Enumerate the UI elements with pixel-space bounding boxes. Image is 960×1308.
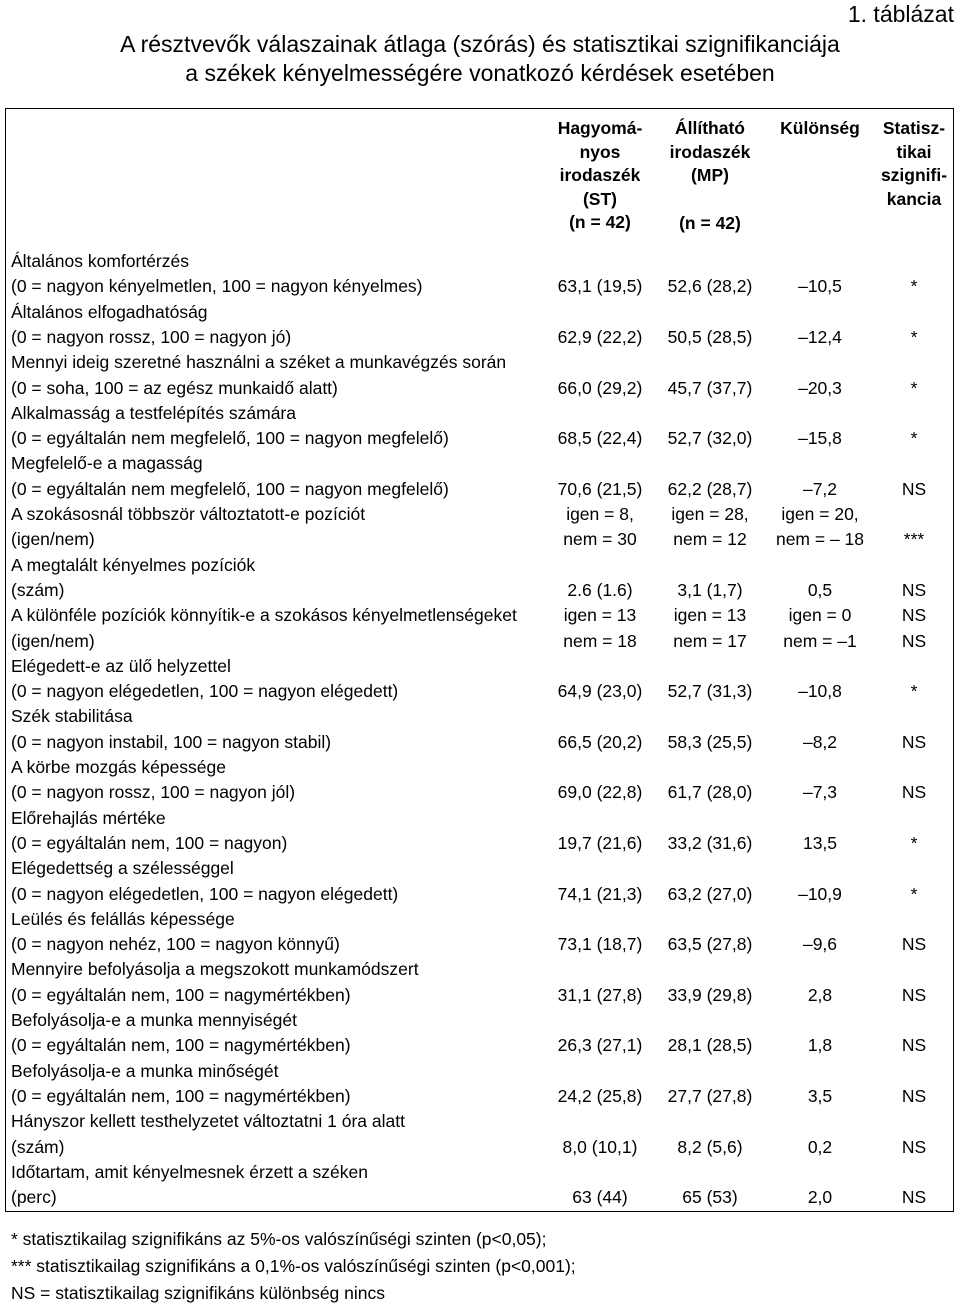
cell-sig: NS — [901, 782, 927, 803]
row-scale-label: (perc) — [11, 1187, 57, 1208]
cell-sig: NS — [901, 1187, 927, 1208]
cell-mp: 3,1 (1,7) — [677, 579, 743, 600]
cell-diff: 2,8 — [807, 984, 833, 1005]
cell-mp: 52,7 (32,0) — [667, 428, 753, 449]
cell-mp: 27,7 (27,8) — [667, 1085, 753, 1106]
cell-mp: 63,2 (27,0) — [667, 883, 753, 904]
cell-mp: igen = 28, — [671, 504, 749, 524]
cell-diff: nem = –1 — [783, 630, 857, 651]
cell-diff: –7,2 — [802, 478, 838, 499]
row-label: A különféle pozíciók könnyítik-e a szokásos kényelmetlenségeket — [11, 605, 517, 626]
header-difference — [765, 117, 875, 141]
cell-diff: nem = – 18 — [775, 529, 865, 550]
cell-diff: igen = 20, — [781, 504, 859, 524]
row-scale-label: (igen/nem) — [11, 630, 95, 651]
row-label: A megtalált kényelmes pozíciók — [11, 554, 256, 575]
cell-sig: NS — [901, 731, 927, 752]
cell-sig: * — [910, 377, 918, 398]
cell-mp: igen = 13 — [673, 605, 747, 626]
cell-sig: NS — [901, 605, 927, 626]
cell-diff: 13,5 — [802, 832, 838, 853]
cell-diff: –15,8 — [798, 428, 842, 449]
cell-st: igen = 8, — [566, 504, 634, 524]
cell-sig: * — [910, 832, 918, 853]
cell-mp: 63,5 (27,8) — [667, 934, 753, 955]
cell-st: 69,0 (22,8) — [557, 782, 643, 803]
row-scale-label: (igen/nem) — [11, 529, 95, 550]
cell-sig: NS — [901, 478, 927, 499]
title-line-2: a székek kényelmességére vonatkozó kérdések esetében — [185, 60, 775, 86]
cell-mp: nem = 17 — [673, 630, 747, 651]
row-label: Általános komfortérzés — [11, 251, 189, 271]
cell-st: 63,1 (19,5) — [557, 276, 643, 297]
cell-mp: 28,1 (28,5) — [667, 1035, 753, 1056]
row-label: Hányszor kellett testhelyzetet változtatni 1 óra alatt — [11, 1111, 405, 1132]
cell-mp: 61,7 (28,0) — [667, 782, 753, 803]
cell-st: 26,3 (27,1) — [557, 1035, 643, 1056]
header-diff-label: Különség — [780, 118, 860, 138]
row-scale-label: (0 = egyáltalán nem, 100 = nagymértékben) — [11, 1035, 351, 1056]
cell-sig: *** — [903, 529, 925, 550]
cell-diff: –7,3 — [802, 782, 838, 803]
row-label: Leülés és felállás képessége — [11, 908, 235, 929]
footnote-ns: NS = statisztikailag szignifikáns különbség nincs — [11, 1283, 386, 1303]
row-scale-label: (0 = nagyon rossz, 100 = nagyon jó) — [11, 326, 292, 347]
cell-st: 62,9 (22,2) — [557, 326, 643, 347]
cell-diff: 0,5 — [807, 579, 833, 600]
row-scale-label: (0 = nagyon instabil, 100 = nagyon stabil) — [11, 731, 332, 752]
cell-st: 63 (44) — [572, 1187, 628, 1208]
cell-diff: 2,0 — [807, 1187, 833, 1208]
row-scale-label: (szám) — [11, 1136, 65, 1157]
cell-st: 73,1 (18,7) — [557, 934, 643, 955]
row-scale-label: (szám) — [11, 579, 65, 600]
cell-st: 70,6 (21,5) — [557, 478, 643, 499]
row-label: Általános elfogadhatóság — [11, 301, 208, 322]
cell-st: 68,5 (22,4) — [557, 428, 643, 449]
table-label: 1. táblázat — [847, 1, 954, 27]
header-standard-chair — [545, 117, 655, 235]
header-significance — [875, 117, 953, 211]
cell-st: 66,5 (20,2) — [557, 731, 643, 752]
header-st-line: (ST) — [582, 188, 618, 209]
cell-mp: nem = 12 — [673, 529, 747, 550]
row-label: Elégedettség a szélességgel — [11, 858, 234, 879]
row-label: Szék stabilitása — [11, 706, 133, 727]
row-scale-label: (0 = nagyon elégedetlen, 100 = nagyon elégedett) — [11, 681, 399, 702]
header-sig-line: Statisz- — [882, 118, 946, 138]
header-mp-line: irodaszék — [669, 141, 751, 162]
cell-st: 8,0 (10,1) — [562, 1136, 638, 1157]
cell-st: 74,1 (21,3) — [557, 883, 643, 904]
cell-mp: 50,5 (28,5) — [667, 326, 753, 347]
header-st-line: nyos — [579, 141, 621, 162]
row-scale-label: (0 = egyáltalán nem, 100 = nagymértékben) — [11, 984, 351, 1005]
title-line-1: A résztvevők válaszainak átlaga (szórás) és statisztikai szignifikanciája — [120, 31, 840, 57]
cell-sig: NS — [901, 630, 927, 651]
cell-mp: 65 (53) — [682, 1187, 738, 1208]
cell-st: 66,0 (29,2) — [557, 377, 643, 398]
cell-mp: 8,2 (5,6) — [677, 1136, 743, 1157]
cell-diff: 3,5 — [807, 1085, 833, 1106]
cell-diff: 0,2 — [807, 1136, 833, 1157]
cell-diff: –9,6 — [802, 934, 838, 955]
header-st-line: irodaszék — [559, 165, 641, 185]
row-label: Időtartam, amit kényelmesnek érzett a széken — [11, 1161, 368, 1182]
cell-sig: * — [910, 883, 918, 904]
cell-st: 24,2 (25,8) — [557, 1085, 643, 1106]
cell-mp: 33,9 (29,8) — [667, 984, 753, 1005]
cell-mp: 52,7 (31,3) — [667, 681, 753, 702]
cell-diff: –12,4 — [798, 326, 842, 347]
cell-sig: * — [910, 428, 918, 449]
cell-st: nem = 18 — [563, 630, 637, 651]
cell-sig: * — [910, 326, 918, 347]
row-label: Előrehajlás mértéke — [11, 807, 166, 828]
cell-sig: NS — [901, 934, 927, 955]
cell-sig: NS — [901, 579, 927, 600]
row-scale-label: (0 = nagyon rossz, 100 = nagyon jól) — [11, 782, 296, 803]
cell-sig: NS — [901, 1085, 927, 1106]
header-sig-line: tikai — [896, 141, 932, 162]
cell-sig: * — [910, 276, 918, 297]
row-label: A szokásosnál többször változtatott-e pozíciót — [11, 504, 366, 524]
cell-mp: 58,3 (25,5) — [667, 731, 753, 752]
row-scale-label: (0 = nagyon kényelmetlen, 100 = nagyon kényelmes) — [11, 276, 423, 297]
row-label: Alkalmasság a testfelépítés számára — [11, 402, 296, 423]
cell-diff: –10,9 — [798, 883, 842, 904]
header-mp-line: Állítható — [675, 118, 745, 138]
cell-diff: –8,2 — [802, 731, 838, 752]
row-label: Mennyi ideig szeretné használni a széket a munkavégzés során — [11, 352, 507, 373]
header-sig-line: szignifi- — [880, 165, 948, 185]
cell-diff: –10,8 — [798, 681, 842, 702]
cell-diff: –20,3 — [798, 377, 842, 398]
row-scale-label: (0 = egyáltalán nem, 100 = nagyon) — [11, 832, 288, 853]
cell-diff: 1,8 — [807, 1035, 833, 1056]
row-label: Befolyásolja-e a munka minőségét — [11, 1060, 279, 1081]
row-label: Megfelelő-e a magasság — [11, 453, 203, 474]
row-scale-label: (0 = soha, 100 = az egész munkaidő alatt) — [11, 377, 338, 398]
cell-mp: 52,6 (28,2) — [667, 276, 753, 297]
cell-diff: –10,5 — [798, 276, 842, 297]
cell-sig: NS — [901, 984, 927, 1005]
cell-sig: * — [910, 681, 918, 702]
cell-sig: NS — [901, 1136, 927, 1157]
footnote-significance-5: * statisztikailag szignifikáns az 5%-os valószínűségi szinten (p<0,05); — [11, 1229, 547, 1249]
table-title — [0, 30, 960, 88]
cell-st: 2.6 (1.6) — [567, 579, 633, 600]
header-adjustable-chair — [655, 117, 765, 235]
row-scale-label: (0 = nagyon elégedetlen, 100 = nagyon elégedett) — [11, 883, 399, 904]
row-label: Mennyire befolyásolja a megszokott munkamódszert — [11, 959, 419, 980]
header-st-line: Hagyomá- — [557, 118, 643, 138]
header-mp-n: (n = 42) — [679, 212, 741, 233]
cell-st: 31,1 (27,8) — [557, 984, 643, 1005]
cell-mp: 62,2 (28,7) — [667, 478, 753, 499]
cell-st: 19,7 (21,6) — [557, 832, 643, 853]
cell-st: 64,9 (23,0) — [557, 681, 643, 702]
row-label: Elégedett-e az ülő helyzettel — [11, 655, 231, 676]
header-st-n: (n = 42) — [569, 212, 631, 232]
row-label: Befolyásolja-e a munka mennyiségét — [11, 1010, 297, 1030]
cell-mp: 33,2 (31,6) — [667, 832, 753, 853]
footnote-significance-01: *** statisztikailag szignifikáns a 0,1%-os valószínűségi szinten (p<0,001); — [11, 1256, 576, 1276]
cell-sig: NS — [901, 1035, 927, 1056]
row-scale-label: (0 = nagyon nehéz, 100 = nagyon könnyű) — [11, 934, 340, 955]
cell-st: nem = 30 — [563, 529, 637, 550]
cell-mp: 45,7 (37,7) — [667, 377, 753, 398]
header-mp-line: (MP) — [691, 165, 729, 185]
row-scale-label: (0 = egyáltalán nem megfelelő, 100 = nagyon megfelelő) — [11, 428, 449, 449]
row-scale-label: (0 = egyáltalán nem, 100 = nagymértékben) — [11, 1085, 351, 1106]
row-label: A körbe mozgás képessége — [11, 757, 226, 777]
row-scale-label: (0 = egyáltalán nem megfelelő, 100 = nagyon megfelelő) — [11, 478, 449, 499]
header-sig-line: kancia — [886, 188, 942, 209]
cell-diff: igen = 0 — [788, 605, 852, 626]
cell-st: igen = 13 — [563, 605, 637, 626]
